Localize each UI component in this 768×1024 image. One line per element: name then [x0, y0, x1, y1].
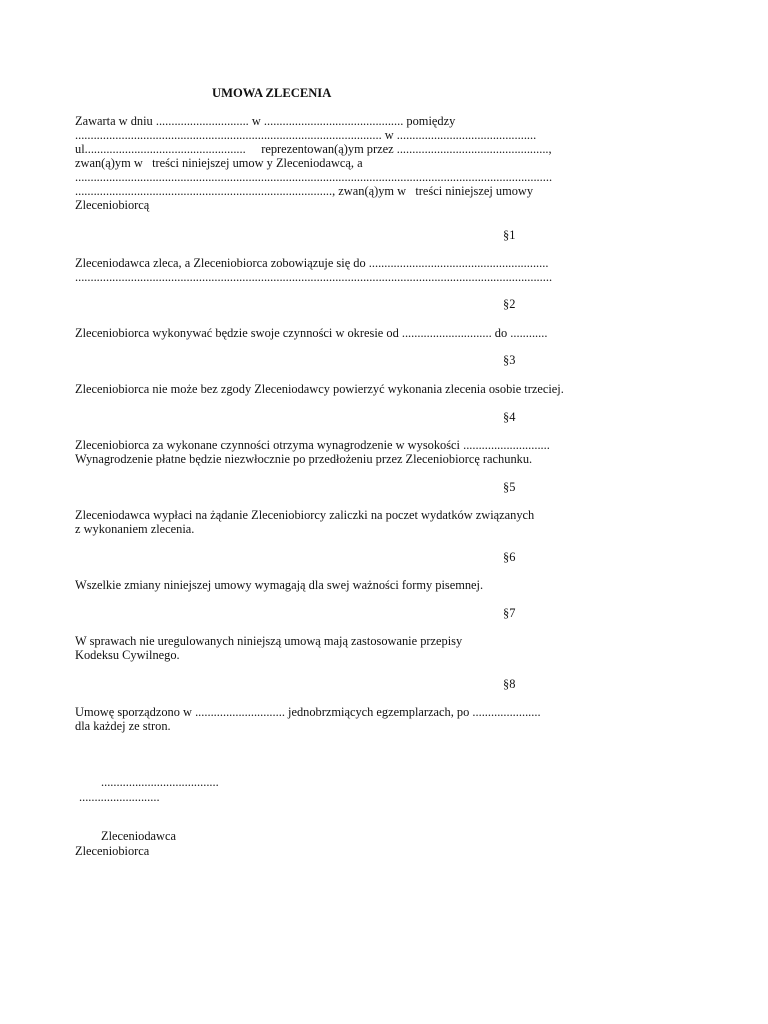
section-text: Zleceniobiorca wykonywać będzie swoje czynności w okresie od ............................. do ............ — [75, 326, 548, 340]
signature-label-contractor: Zleceniobiorca — [75, 844, 150, 858]
intro-line: Zleceniobiorcą — [75, 198, 150, 212]
intro-line: Zawarta w dniu .............................. w ............................................. pomiędzy — [75, 114, 456, 128]
section-mark: §2 — [503, 297, 516, 311]
signature-line-contractor: .......................... — [79, 790, 160, 804]
section-text: Zleceniodawca zleca, a Zleceniobiorca zobowiązuje się do .......................................................... — [75, 256, 549, 270]
section-text: Zleceniobiorca za wykonane czynności otrzyma wynagrodzenie w wysokości ............................ — [75, 438, 550, 452]
section-mark: §7 — [503, 606, 516, 620]
section-mark: §1 — [503, 228, 516, 242]
signature-line-principal: ...................................... — [101, 775, 219, 789]
section-mark: §5 — [503, 480, 516, 494]
section-text: Umowę sporządzono w ............................. jednobrzmiących egzemplarzach, po ...................... — [75, 705, 541, 719]
section-mark: §6 — [503, 550, 516, 564]
section-text: Wszelkie zmiany niniejszej umowy wymagają dla swej ważności formy pisemnej. — [75, 578, 484, 592]
section-text: Zleceniodawca wypłaci na żądanie Zleceniobiorcy zaliczki na poczet wydatków związanych — [75, 508, 535, 522]
section-mark: §4 — [503, 410, 516, 424]
intro-line: .......................................................................................................................................................... — [75, 170, 553, 184]
intro-line: ul.................................................... reprezentowan(ą)ym przez ................................................., — [75, 142, 552, 156]
intro-line: ..................................................................................., zwan(ą)ym w treści niniejszej umowy — [75, 184, 534, 198]
section-text: Wynagrodzenie płatne będzie niezwłocznie po przedłożeniu przez Zleceniobiorcę rachunku. — [75, 452, 533, 466]
intro-line: ................................................................................................... w ............................................. — [75, 128, 537, 142]
section-text: W sprawach nie uregulowanych niniejszą umową mają zastosowanie przepisy — [75, 634, 463, 648]
section-mark: §3 — [503, 353, 516, 367]
section-text: .......................................................................................................................................................... — [75, 270, 553, 284]
section-text: Kodeksu Cywilnego. — [75, 648, 180, 662]
section-text: dla każdej ze stron. — [75, 719, 171, 733]
document-title: UMOWA ZLECENIA — [212, 86, 332, 100]
section-mark: §8 — [503, 677, 516, 691]
section-text: Zleceniobiorca nie może bez zgody Zleceniodawcy powierzyć wykonania zlecenia osobie trzeciej. — [75, 382, 564, 396]
intro-line: zwan(ą)ym w treści niniejszej umow y Zleceniodawcą, a — [75, 156, 363, 170]
section-text: z wykonaniem zlecenia. — [75, 522, 195, 536]
signature-label-principal: Zleceniodawca — [101, 829, 176, 843]
